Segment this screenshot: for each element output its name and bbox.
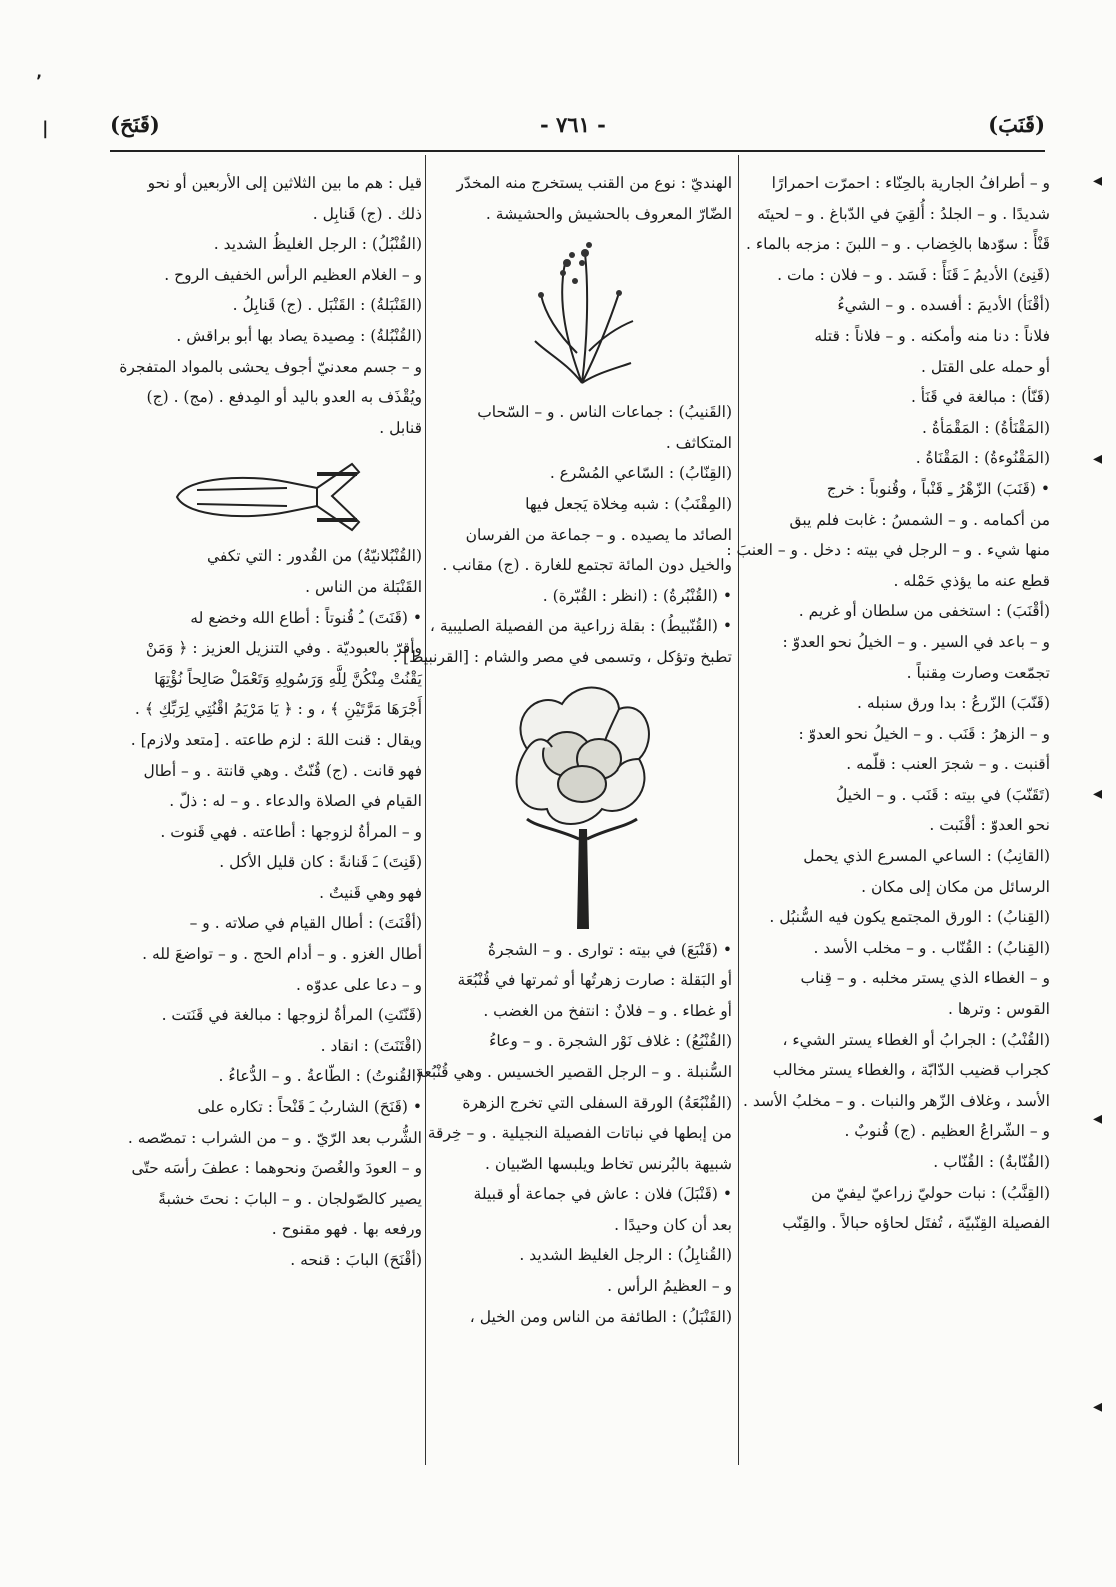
entry-line: • (قَنْبَلَ) فلان : عاش في جماعة أو قبيلة <box>473 1185 732 1204</box>
entry-line: قطع عنه ما يؤذي حَمْله . <box>893 571 1050 590</box>
entry-line: الهنديّ : نوع من القنب يستخرج منه المخدّر <box>456 174 732 192</box>
entry-line: فهو قانت . (ج) قُنّتٌ . وهي قانتة . و – أطال <box>143 761 422 780</box>
entry-line: • (قَنْبَعَ) في بيته : توارى . و – الشجرةُ <box>487 940 732 959</box>
entry-line: (قَنِئ) الأديمُ ـَ قَنَأً : فَسَد . و – فلان : مات . <box>777 265 1050 284</box>
page-header <box>100 112 1045 148</box>
entry-line: (أقْنَحَ) البابَ : قنحه . <box>290 1251 422 1269</box>
column-left <box>112 168 422 1548</box>
entry-line: (أقْنَتَ) : أطال القيام في صلاته . و – <box>189 914 422 933</box>
entry-line: (أقْنَأ) الأديمَ : أفسده . و – الشيءُ <box>837 296 1050 315</box>
entry-line: الرسائل من مكان إلى مكان . <box>861 877 1050 896</box>
entry-line: (القِنابُ) : القُنّاب . و – مخلب الأسد . <box>813 938 1050 957</box>
entry-line: قنابل . <box>379 418 422 437</box>
entry-line: (القُنّابةُ) : القُنّاب . <box>933 1153 1050 1171</box>
entry-line: (القِنَّبُ) : نبات حوليّ زراعيّ ليفيّ من <box>811 1183 1050 1202</box>
entry-line: كجراب قضيب الدّابّة ، والغطاء يستر مخالب <box>772 1061 1050 1080</box>
entry-line: و – الغلام العظيم الرأس الخفيف الروح . <box>164 265 422 284</box>
entry-line: (تَقَنّبَ) في بيته : قَنَب . و – الخيلُ <box>835 785 1050 804</box>
entry-line: بعد أن كان وحيدًا . <box>614 1215 732 1234</box>
entry-line: • (القُنّبيطُ) : بقلة زراعية من الفصيلة الصليبية ، <box>429 617 732 636</box>
entry-line: الأسد ، وغلاف الزّهر والنبات . و – مخلبُ الأسد . <box>743 1091 1050 1110</box>
margin-mark: | <box>42 118 49 139</box>
entry-line: (القانِبُ) : الساعي المسرع الذي يحمل <box>803 847 1050 866</box>
column-middle <box>393 168 732 1548</box>
entry-line: أطال الغزو . و – أدام الحج . و – تواضعَ لله . <box>142 945 422 964</box>
entry-line: فلاناً : دنا منه وأمكنه . و – فلاناً : قتله <box>814 326 1050 345</box>
entry-line: • (قَنَبَ) الزّهْرُ ـِ قَنْباً ، وقُنوباً : خرج <box>826 479 1050 498</box>
header-first-entry: (قَنَبَ) <box>988 112 1045 137</box>
margin-arrow-icon: ◂ <box>1093 170 1103 191</box>
entry-line: (المَقْنُوءةُ) : المَقْنَاةُ . <box>915 449 1050 468</box>
column-separator <box>738 155 739 1465</box>
entry-line: أو حمله على القتل . <box>921 357 1050 376</box>
entry-line: (القُنْبُعُ) : غلاف نَوْر الشجرة . و – وعاءُ <box>489 1032 732 1051</box>
entry-line: ذلك . (ج) قَنابِل . <box>312 204 422 223</box>
entry-line: منها شيء . و – الرجل في بيته : دخل . و – العنبَ : <box>726 541 1050 560</box>
entry-line: و – الشّراعُ العظيم . (ج) قُنوبٌ . <box>844 1122 1050 1141</box>
entry-line: الصائد ما يصيده . و – جماعة من الفرسان <box>465 525 732 544</box>
entry-line: السُّنبلة . و – الرجل القصير الخسيس . وهي قُنْبُعة . <box>406 1062 732 1081</box>
entry-line: (قَنّبَ) الزّرعُ : بدا ورق سنبله . <box>857 694 1050 713</box>
entry-line: و – الغطاء الذي يستر مخلبه . و – قِناب <box>800 969 1050 988</box>
entry-line: و – العودَ والغُصنَ ونحوهما : عطفَ رأسَه حتّى <box>131 1159 422 1178</box>
entry-line: وأقرّ بالعبوديّة . وفي التنزيل العزيز : ﴿ وَمَنْ <box>145 639 422 658</box>
entry-line: و – جسم معدنيّ أجوف يحشى بالمواد المتفجرة <box>119 357 422 376</box>
header-last-entry: (قَنَحَ) <box>110 112 160 137</box>
entry-line: قَنْأً : سوّدها بالخِضاب . و – اللبنَ : مزجه بالماء . <box>746 235 1050 254</box>
entry-line: شديدًا . و – الجلدُ : أُلقِيَ في الدّباغ . و – لحيتَه <box>757 204 1050 223</box>
margin-arrow-icon: ◂ <box>1093 448 1103 469</box>
column-right <box>726 168 1050 1548</box>
entry-line: ورفعه بها . فهو مقنوح . <box>271 1220 422 1239</box>
entry-line: نحو العدوّ : أقْنَبت . <box>929 816 1050 835</box>
entry-line: قيل : هم ما بين الثلاثين إلى الأربعين أو نحو <box>147 174 422 192</box>
entry-line: ويُقْذَف به العدو باليد أو المِدفع . (مج) . (ج) <box>146 388 422 407</box>
entry-line: (المَقْنَأةُ) : المَقْمَأةُ . <box>921 418 1050 437</box>
entry-line: الشُّرب بعد الرّيّ . و – من الشراب : تمصّصه . <box>127 1128 422 1147</box>
entry-line: (القُنْبُلُ) : الرجل الغليظُ الشديد . <box>213 235 422 254</box>
entry-line: (القُنْبُعَةُ) الورقة السفلى التي تخرج الزهرة <box>462 1093 732 1112</box>
hemp-illustration <box>432 229 732 397</box>
entry-line: القَنْبَلة من الناس . <box>305 577 422 596</box>
entry-line: (المِقْنَبُ) : شبه مِخلاة يَجعل فيها <box>525 494 732 513</box>
entry-line: والخيل دون المائة تجتمع للغارة . (ج) مقانب . <box>442 556 732 575</box>
entry-line: • (قَنَحَ) الشاربُ ـَ قَنْحاً : تكاره على <box>197 1098 422 1117</box>
entry-line: و – المرأةُ لزوجها : أطاعته . فهي قَنوت . <box>160 822 422 841</box>
margin-arrow-icon: ◂ <box>1093 783 1103 804</box>
entry-line: (القَنْبَلةُ) : القَنْبَل . (ج) قَنابِلُ . <box>232 296 422 315</box>
entry-line: تطبخ وتؤكل ، وتسمى في مصر والشام : [القرنبيط] . <box>393 647 732 666</box>
entry-line: ويقال : قنت اللهَ : لزم طاعته . [متعد ولازم] . <box>130 730 422 749</box>
entry-line: (القُنابِلُ) : الرجل الغليظ الشديد . <box>519 1246 732 1265</box>
entry-line: القيام في الصلاة والدعاء . و – له : ذلّ . <box>169 792 422 811</box>
entry-line: شبيهة بالبُرنس تخاط ويلبسها الصّبيان . <box>484 1154 732 1173</box>
entry-line: (القِنابُ) : الورق المجتمع يكون فيه السُّنبُل . <box>769 908 1050 927</box>
entry-line: • (قَنَتَ) ـُ قُنوتاً : أطاع الله وخضع له <box>190 608 422 627</box>
entry-line: الفصيلة القِنّبيّة ، تُفتَل لحاؤه حبالاً . والقِنّب <box>782 1214 1050 1233</box>
page-number: - ٧٦١ - <box>540 112 606 137</box>
entry-line: (قَنّتَتِ) المرأةُ لزوجها : مبالغة في قَنَتت . <box>161 1006 422 1025</box>
entry-line: (اقْتَنَتَ) : انقاد . <box>320 1036 422 1055</box>
entry-line: أقنبت . و – شجرَ العنب : قلّمه . <box>846 755 1050 774</box>
entry-line: (القِنّابُ) : السّاعي المُسْرع . <box>549 464 732 483</box>
entry-line: (القَنْبَلُ) : الطائفة من الناس ومن الخيل ، <box>469 1307 732 1326</box>
entry-line: و – أطرافُ الجارية بالحِنّاء : احمرّت احمرارًا <box>771 174 1050 192</box>
margin-arrow-icon: ◂ <box>1093 1108 1103 1129</box>
bomb-illustration <box>112 443 422 541</box>
entry-line: و – باعد في السير . و – الخيلُ نحو العدوّ : <box>782 632 1050 651</box>
entry-line: (القُنْبُلةُ) : مِصيدة يصاد بها أبو براقش . <box>176 326 422 345</box>
entry-line: و – العظيمُ الرأس . <box>607 1277 732 1296</box>
entry-line: (أقْنَبَ) : استخفى من سلطان أو غريم . <box>798 602 1050 621</box>
entry-line: و – الزهرُ : قَنَب . و – الخيلُ نحو العدوّ : <box>798 724 1050 743</box>
entry-line: المتكاثف . <box>665 433 732 452</box>
entry-line: القوس : وترها . <box>948 1000 1050 1019</box>
entry-line: و – دعا على عدوّه . <box>296 975 422 994</box>
entry-line: تجمّعت وصارت مِقنباً . <box>906 663 1050 682</box>
entry-line: فهو وهي قَنيتٌ . <box>319 883 422 902</box>
cauliflower-illustration <box>432 673 732 935</box>
entry-line: الضّارّ المعروف بالحشيش والحشيشة . <box>485 204 732 223</box>
entry-line: يصير كالصّولجان . و – البابَ : نحتَ خشبةً <box>158 1189 422 1208</box>
entry-line: (القُنوتُ) : الطّاعةُ . و – الدُّعاءُ . <box>218 1067 422 1086</box>
entry-line: من أكمامه . و – الشمسُ : غابت فلم يبق <box>789 510 1050 529</box>
header-rule <box>110 150 1045 152</box>
entry-line: أو البَقلة : صارت زهرتُها أو ثمرتها في قُنْبُعَة <box>457 971 732 990</box>
margin-arrow-icon: ◂ <box>1093 1396 1103 1417</box>
entry-line: من إبطها في نباتات الفصيلة النجيلية . و – خِرقة <box>427 1124 732 1143</box>
entry-line: (قَنِتَ) ـَ قَنانةً : كان قليل الأكل . <box>219 853 422 872</box>
column-separator <box>425 155 426 1465</box>
entry-line: أَجْرَهَا مَرَّتَيْنِ ﴾ ، و : ﴿ يَا مَرْيَمُ اقْنُتِي لِرَبِّكِ ﴾ . <box>134 700 422 719</box>
entry-line: (القُنْبُ) : الجرابُ أو الغطاء يستر الشيء ، <box>782 1030 1050 1049</box>
entry-line: أو غطاء . و – فلانٌ : انتفخ من الغضب . <box>483 1001 732 1020</box>
entry-line: (قَنّأ) : مبالغة في قَنَأ . <box>910 388 1050 407</box>
entry-line: • (القُنْبُرةُ) : (انظر : القُبّرة) . <box>542 586 732 605</box>
entry-line: (القُنْبُلانيّةُ) من القُدور : التي تكفي <box>206 547 422 566</box>
margin-mark: ٬ <box>36 72 42 93</box>
entry-line: (القَنيبُ) : جماعات الناس . و – السّحاب <box>477 403 732 422</box>
entry-line: يَقْنُتْ مِنْكُنَّ لِلَّهِ وَرَسُولِهِ وَتَعْمَلْ صَالِحاً نُؤْتِهَا <box>154 669 422 688</box>
